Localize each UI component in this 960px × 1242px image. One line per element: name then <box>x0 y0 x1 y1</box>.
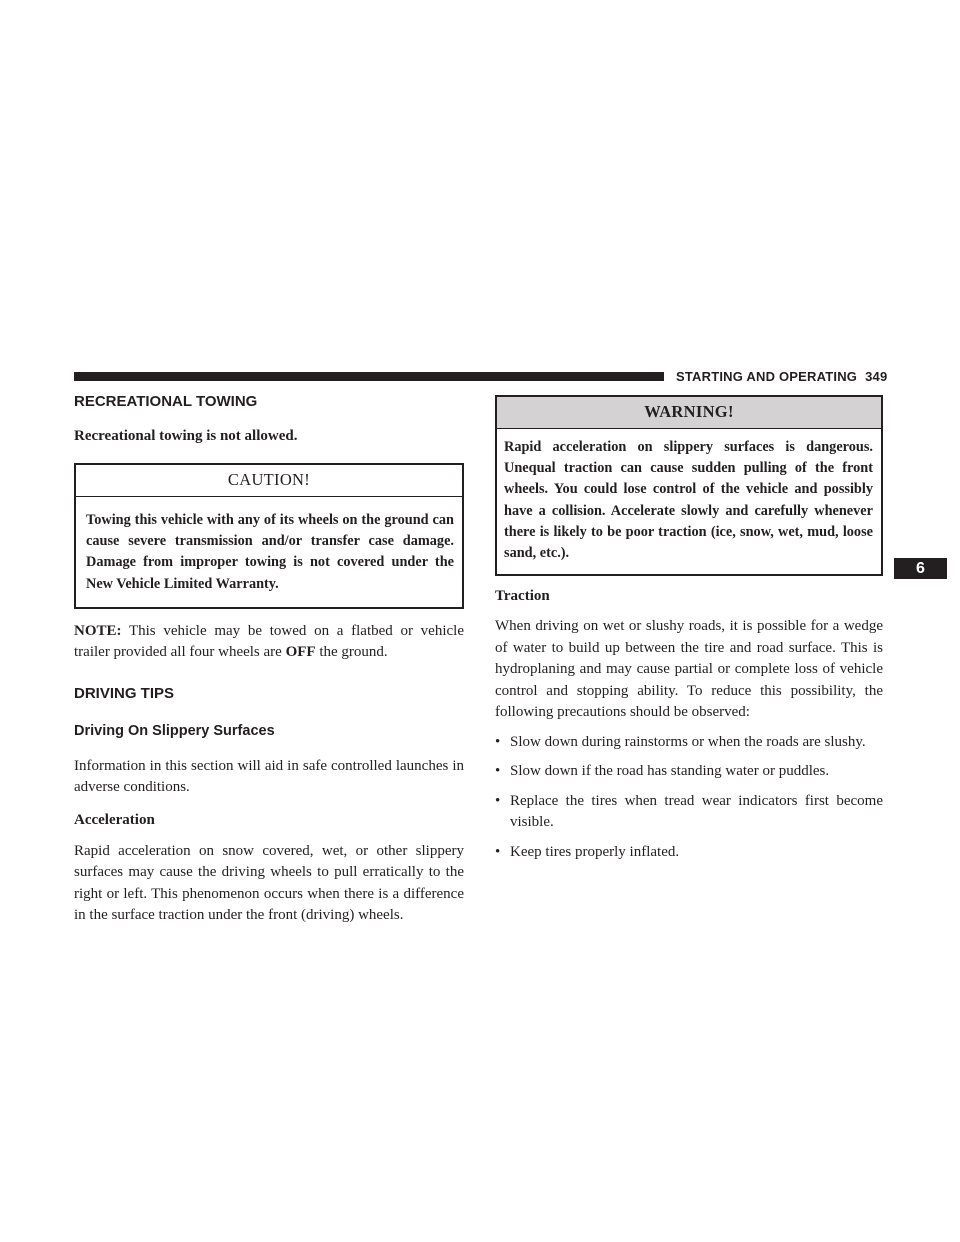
slippery-surfaces-heading: Driving On Slippery Surfaces <box>74 722 275 739</box>
bullet-icon: • <box>495 843 501 860</box>
warning-text: Rapid acceleration on slippery surfaces is dangerous. Unequal traction can cause sudden pulling of the front wheels. You could lose control of the vehicle and possibly have a collision. Accelerate slowly and carefully whenever there is likely to be poor traction (ice, snow, wet, mud, loose sand, etc.). <box>504 439 873 562</box>
list-item: • Slow down if the road has standing water or puddles. <box>495 761 883 783</box>
bullet-icon: • <box>495 792 501 809</box>
traction-heading: Traction <box>495 588 550 605</box>
recreational-towing-lead: Recreational towing is not allowed. <box>74 428 298 444</box>
caution-text: Towing this vehicle with any of its wheels on the ground can cause severe transmission and/or transfer case damage. Damage from improper towing is not covered under the New Vehicle Limited Warranty. <box>86 512 454 592</box>
caution-box <box>74 463 464 609</box>
list-item: • Replace the tires when tread wear indicators first become visible. <box>495 792 883 831</box>
bullet-icon: • <box>495 763 501 780</box>
chapter-tab: 6 <box>894 558 947 579</box>
note-label: NOTE: <box>74 622 122 639</box>
header-rule <box>74 372 664 381</box>
left-column <box>74 392 464 927</box>
note-paragraph <box>74 621 464 664</box>
acceleration-heading: Acceleration <box>74 811 155 828</box>
page-number: 349 <box>865 369 888 384</box>
traction-precautions-list <box>495 732 883 864</box>
bullet-icon: • <box>495 733 501 750</box>
driving-tips-intro: Information in this section will aid in safe controlled launches in adverse conditions. <box>74 757 464 796</box>
section-title: STARTING AND OPERATING <box>676 369 858 384</box>
warning-title: WARNING! <box>497 397 881 429</box>
list-item: • Slow down during rainstorms or when the roads are slushy. <box>495 732 883 754</box>
driving-tips-heading: DRIVING TIPS <box>74 684 175 702</box>
warning-box <box>495 395 883 576</box>
caution-title: CAUTION! <box>76 465 462 497</box>
right-column <box>495 395 883 863</box>
note-text-before: This vehicle may be towed on a flatbed or vehicle trailer provided all four wheels are <box>74 622 464 661</box>
list-item: • Keep tires properly inflated. <box>495 842 883 864</box>
note-emphasis: OFF <box>285 644 316 661</box>
acceleration-text: Rapid acceleration on snow covered, wet, or other slippery surfaces may cause the driving wheels to pull erratically to the right or left. This phenomenon occurs when there is a difference in the surface traction under the front (driving) wheels. <box>74 842 464 924</box>
recreational-towing-heading: RECREATIONAL TOWING <box>74 393 258 410</box>
traction-text: When driving on wet or slushy roads, it is possible for a wedge of water to build up between the tire and road surface. This is hydroplaning and may cause partial or complete loss of vehicle control and stopping ability. To reduce this possibility, the following precautions should be observed: <box>495 618 883 721</box>
running-header <box>676 368 888 386</box>
note-text-after: the ground. <box>319 644 388 661</box>
